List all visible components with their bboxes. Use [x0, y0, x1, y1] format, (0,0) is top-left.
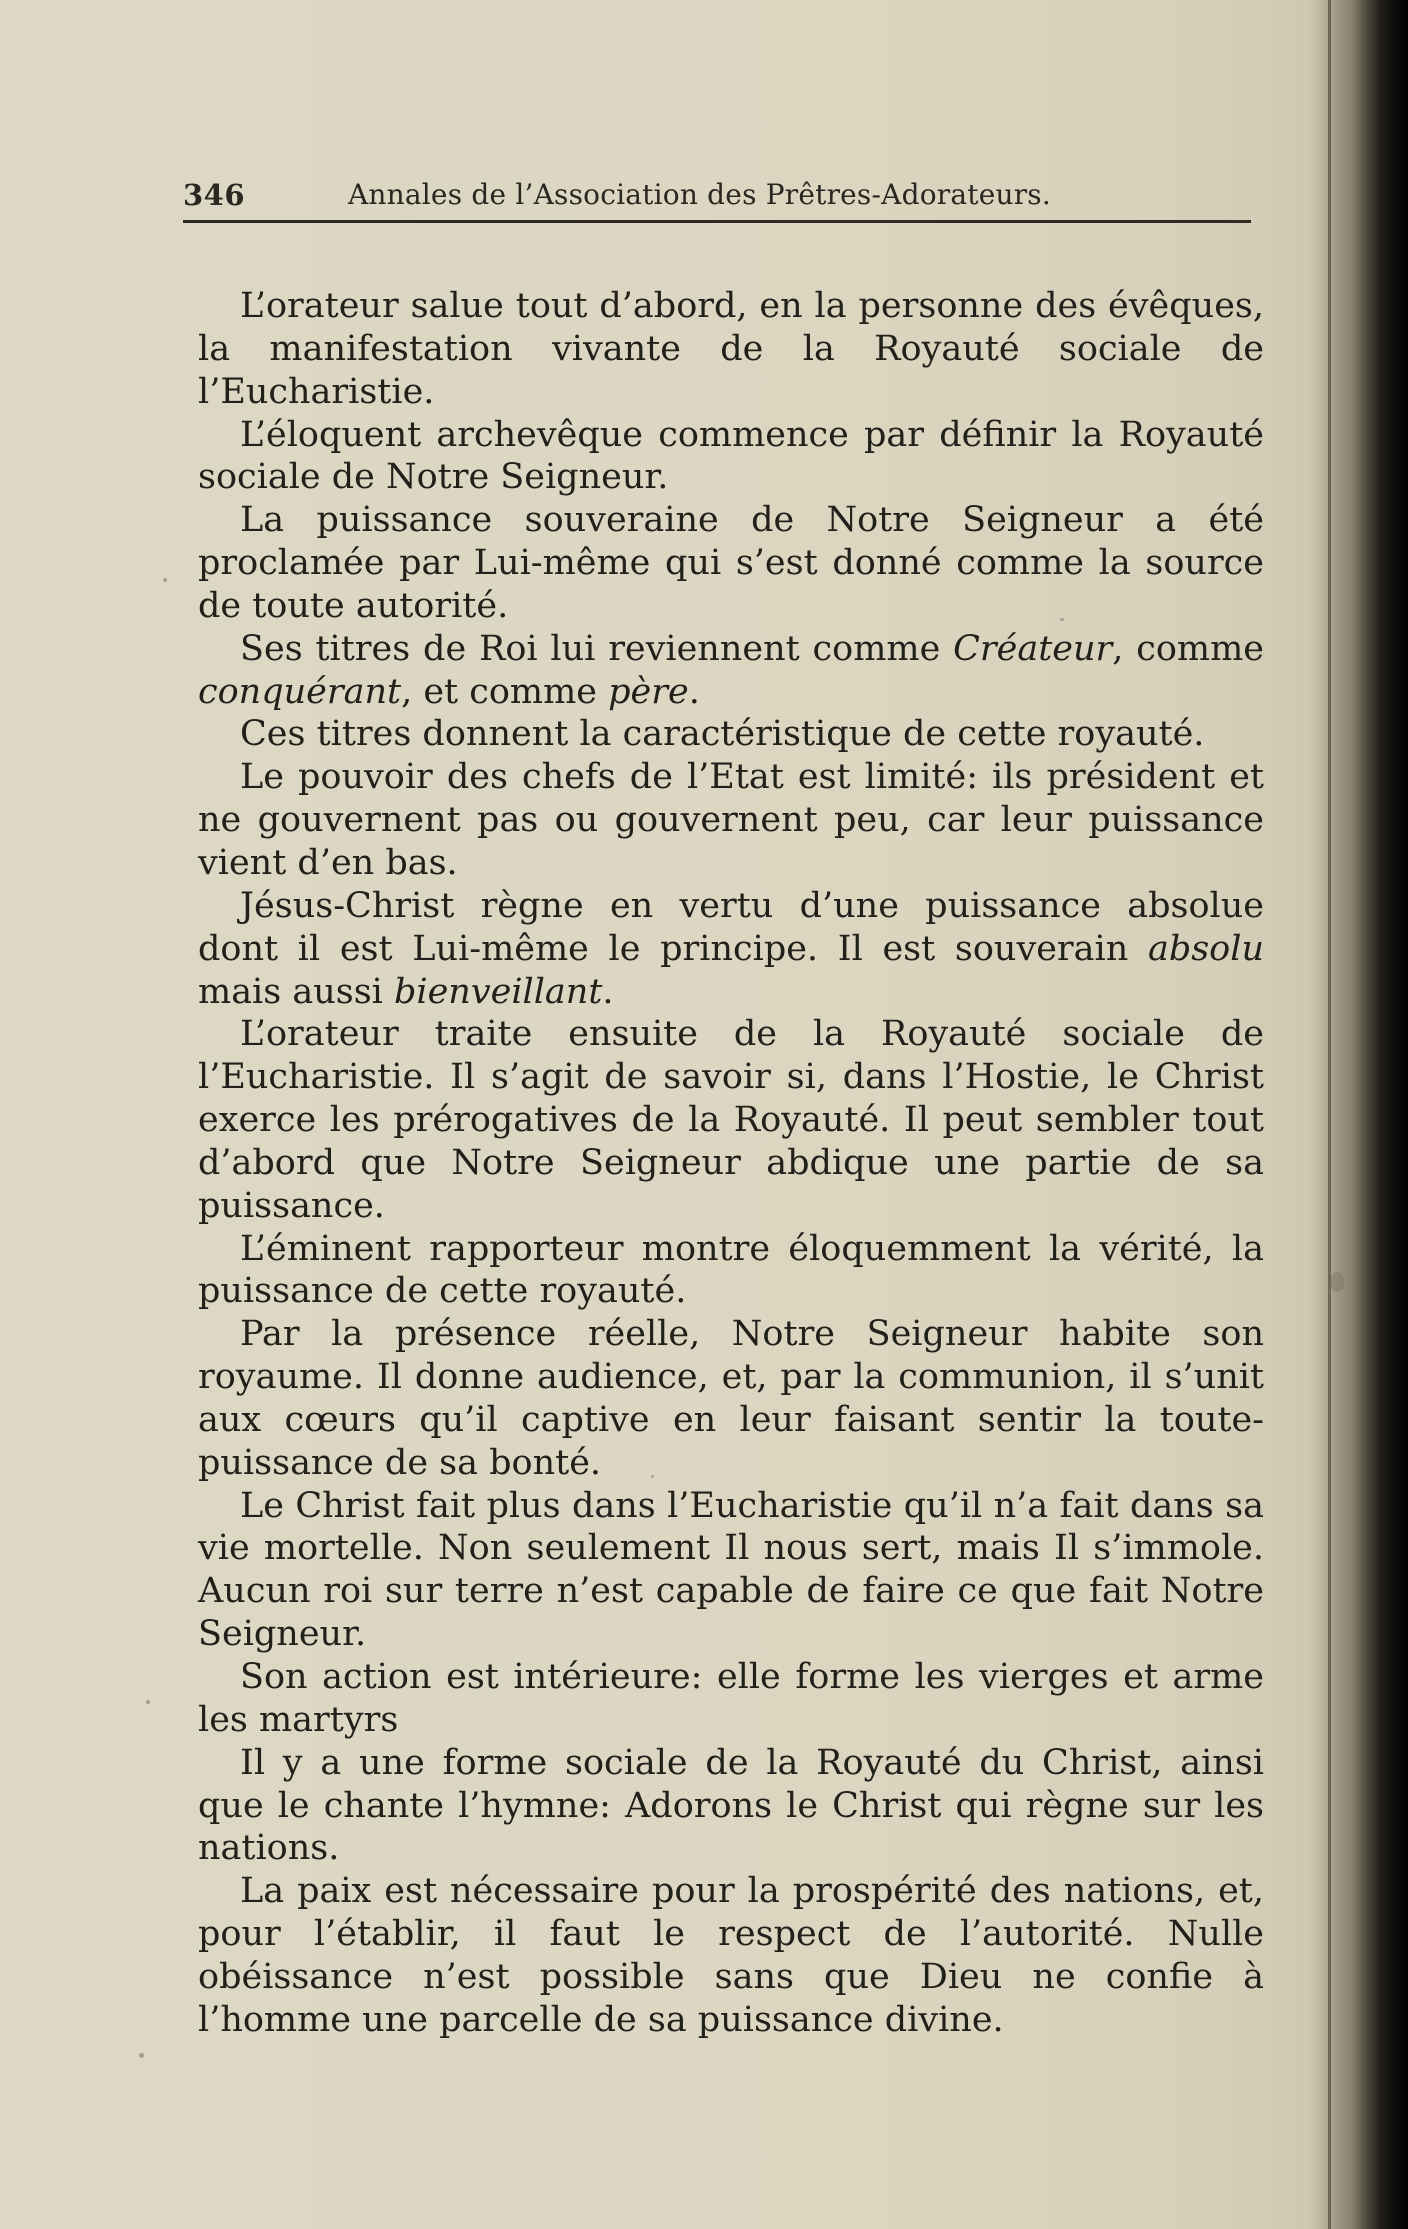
- page-edge-shadow: [1320, 0, 1408, 2229]
- page-edge-line: [1328, 0, 1331, 2229]
- paper-speck: [651, 1475, 654, 1478]
- paragraph: La paix est nécessaire pour la prospérité des nations, et, pour l’établir, il faut le respect de l’autorité. Nulle obéissance n’est possible sans que Dieu ne confie à l’homme une parcelle de sa puissance divine.: [198, 1871, 1264, 2040]
- body-text: [198, 285, 1264, 2042]
- text-run: mais aussi: [198, 971, 394, 1012]
- paragraph: Il y a une forme sociale de la Royauté du Christ, ainsi que le chante l’hymne: Adorons le Christ qui règne sur les nations.: [198, 1742, 1264, 1869]
- italic-word: père: [608, 671, 689, 712]
- paragraph: Son action est intérieure: elle forme les vierges et arme les martyrs: [198, 1657, 1264, 1740]
- paragraph: Le Christ fait plus dans l’Eucharistie qu’il n’a fait dans sa vie mortelle. Non seulement Il nous sert, mais Il s’immole. Aucun roi sur terre n’est capable de faire ce que fait Notre Seigneur.: [198, 1485, 1264, 1655]
- paragraph: L’éloquent archevêque commence par définir la Royauté sociale de Notre Seigneur.: [198, 414, 1264, 498]
- text-run: Ses titres de Roi lui reviennent comme: [240, 628, 954, 669]
- italic-word: Créateur: [953, 628, 1113, 669]
- text-run: .: [688, 671, 700, 712]
- paragraph: L’éminent rapporteur montre éloquemment la vérité, la puissance de cette royauté.: [198, 1228, 1264, 1312]
- running-head: [183, 178, 1253, 224]
- text-run: , et comme: [401, 671, 609, 712]
- text-run: Jésus-Christ règne en vertu d’une puissance absolue dont il est Lui-même le principe. Il est souverain: [198, 885, 1264, 969]
- paragraph: Ces titres donnent la caractéristique de cette royauté.: [240, 714, 1205, 755]
- running-title: Annales de l’Association des Prêtres-Adorateurs.: [348, 178, 1051, 211]
- text-run: .: [602, 971, 614, 1012]
- paragraph: L’orateur salue tout d’abord, en la personne des évêques, la manifestation vivante de la Royauté sociale de l’Eucharistie.: [198, 286, 1264, 412]
- paper-speck: [163, 578, 167, 582]
- paragraph: [198, 628, 1264, 714]
- paper-speck: [146, 1700, 150, 1704]
- paragraph: La puissance souveraine de Notre Seigneur a été proclamée par Lui-même qui s’est donné comme la source de toute autorité.: [198, 500, 1264, 626]
- page-number: 346: [183, 178, 246, 212]
- paper-speck: [1060, 618, 1064, 621]
- paragraph: [198, 885, 1264, 1014]
- header-rule: [183, 220, 1251, 223]
- paragraph: Par la présence réelle, Notre Seigneur habite son royaume. Il donne audience, et, par la communion, il s’unit aux cœurs qu’il captive en leur faisant sentir la toute-puissance de sa bonté.: [198, 1314, 1264, 1483]
- text-run: , comme: [1112, 628, 1264, 669]
- paragraph: L’orateur traite ensuite de la Royauté sociale de l’Eucharistie. Il s’agit de savoir si, dans l’Hostie, le Christ exerce les prérogatives de la Royauté. Il peut sembler tout d’abord que Notre Seigneur abdique une partie de sa puissance.: [198, 1014, 1264, 1226]
- paper-speck: [1330, 1272, 1344, 1292]
- italic-word: absolu: [1147, 928, 1264, 969]
- paper-speck: [139, 2053, 144, 2058]
- paragraph: Le pouvoir des chefs de l’Etat est limité: ils président et ne gouvernent pas ou gouvernent peu, car leur puissance vient d’en bas.: [198, 757, 1264, 883]
- italic-word: conquérant: [198, 671, 402, 712]
- italic-word: bienveillant: [394, 971, 603, 1012]
